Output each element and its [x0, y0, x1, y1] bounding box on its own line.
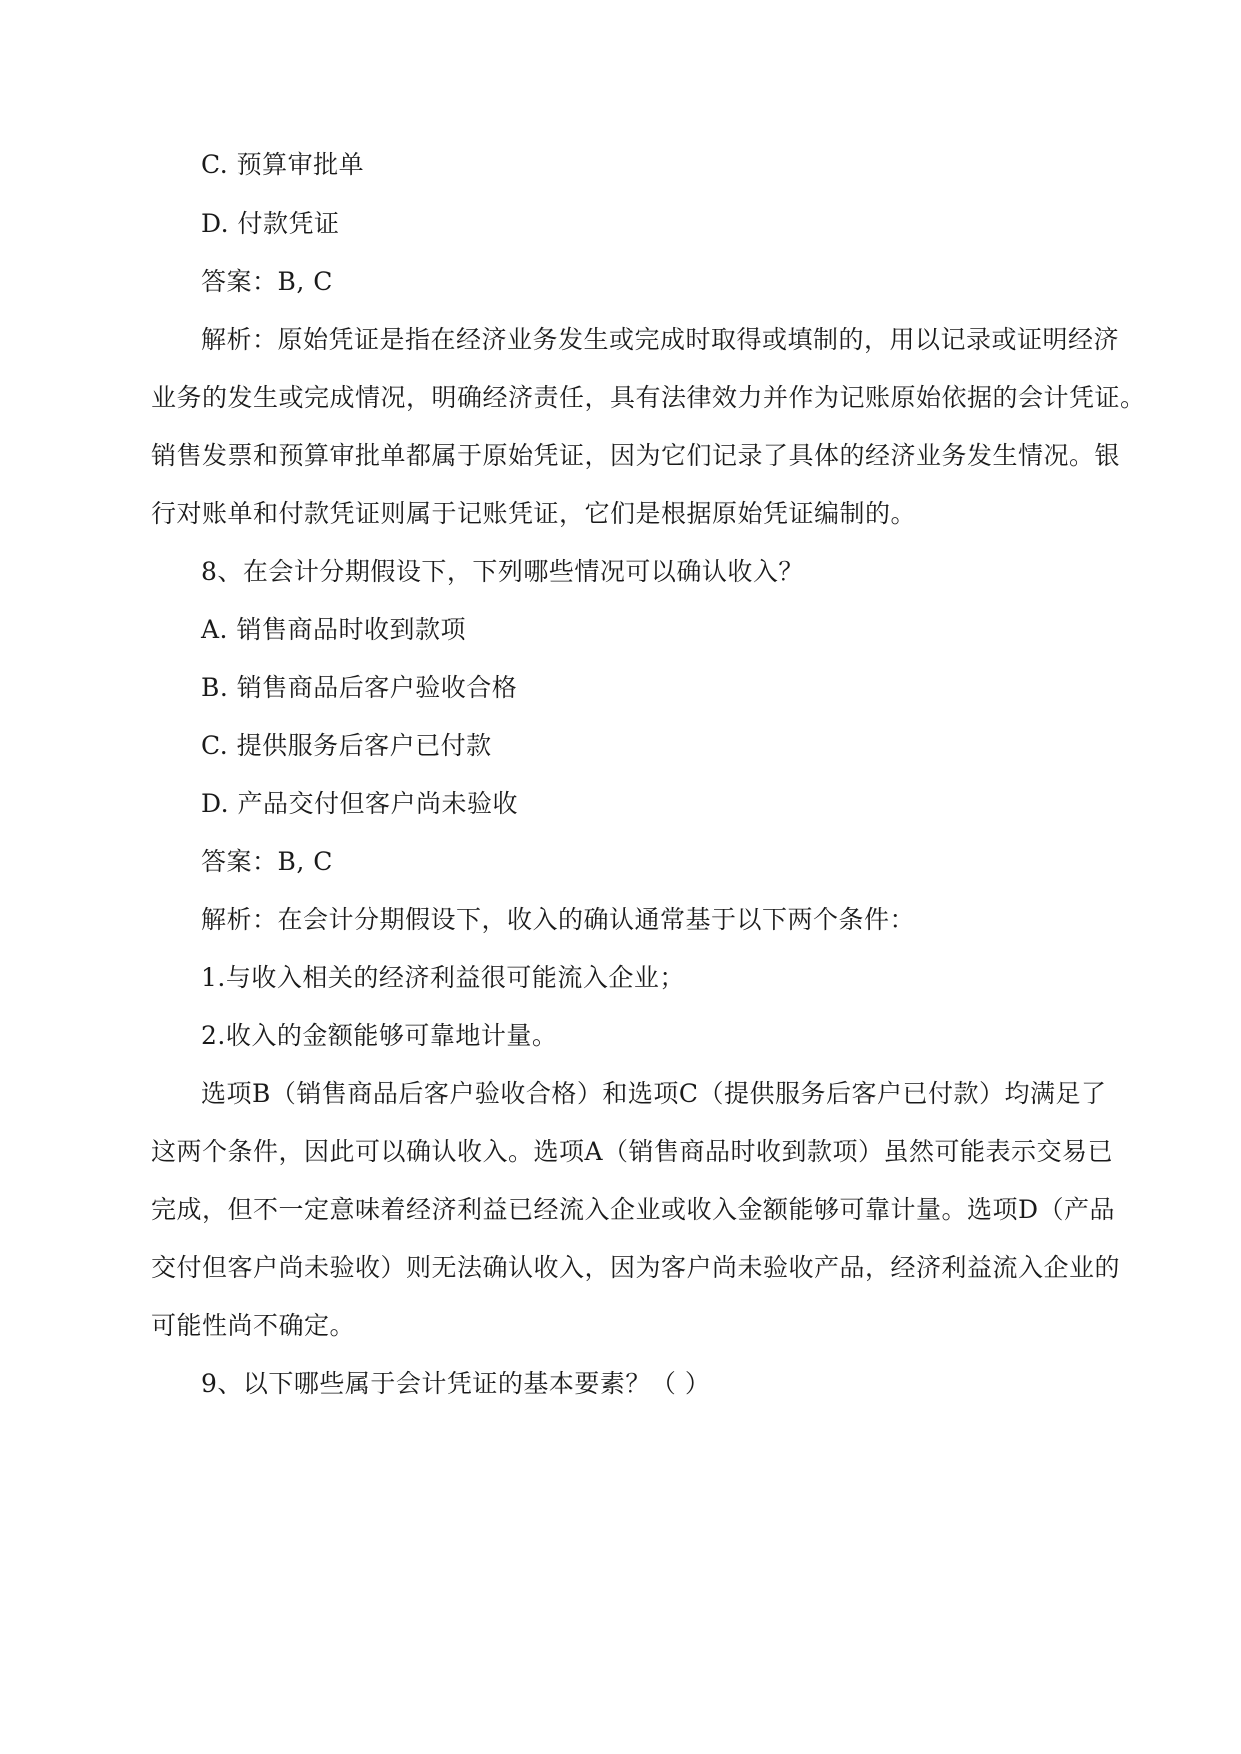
explanation-q8-line-4: 交付但客户尚未验收）则无法确认收入，因为客户尚未验收产品，经济利益流入企业的 — [151, 1253, 1121, 1282]
answer-q7: 答案：B, C — [201, 267, 333, 296]
option-c-q8: C. 提供服务后客户已付款 — [201, 731, 492, 760]
question-9: 9、以下哪些属于会计凭证的基本要素？（ ） — [201, 1369, 711, 1398]
explanation-q8-line-1: 选项B（销售商品后客户验收合格）和选项C（提供服务后客户已付款）均满足了 — [201, 1079, 1107, 1108]
question-8: 8、在会计分期假设下，下列哪些情况可以确认收入？ — [201, 557, 804, 586]
option-c-q7: C. 预算审批单 — [201, 150, 365, 179]
explanation-q7-line-1: 解析：原始凭证是指在经济业务发生或完成时取得或填制的，用以记录或证明经济 — [201, 325, 1120, 354]
explanation-q8-line-2: 这两个条件，因此可以确认收入。选项A（销售商品时收到款项）虽然可能表示交易已 — [151, 1137, 1114, 1166]
explanation-q7-line-4: 行对账单和付款凭证则属于记账凭证，它们是根据原始凭证编制的。 — [151, 499, 917, 528]
explanation-q8-line-3: 完成，但不一定意味着经济利益已经流入企业或收入金额能够可靠计量。选项D（产品 — [151, 1195, 1116, 1224]
explanation-q7-line-2: 业务的发生或完成情况，明确经济责任，具有法律效力并作为记账原始依据的会计凭证。 — [151, 383, 1146, 412]
explanation-q8-line-5: 可能性尚不确定。 — [151, 1311, 356, 1340]
explanation-q8-condition-2: 2.收入的金额能够可靠地计量。 — [201, 1021, 558, 1050]
option-d-q7: D. 付款凭证 — [201, 209, 340, 238]
explanation-q8-intro: 解析：在会计分期假设下，收入的确认通常基于以下两个条件： — [201, 905, 916, 934]
answer-q8: 答案：B, C — [201, 847, 333, 876]
option-d-q8: D. 产品交付但客户尚未验收 — [201, 789, 519, 818]
option-a-q8: A. 销售商品时收到款项 — [201, 615, 466, 644]
explanation-q7-line-3: 销售发票和预算审批单都属于原始凭证，因为它们记录了具体的经济业务发生情况。银 — [151, 441, 1121, 470]
option-b-q8: B. 销售商品后客户验收合格 — [201, 673, 518, 702]
explanation-q8-condition-1: 1.与收入相关的经济利益很可能流入企业； — [201, 963, 685, 992]
